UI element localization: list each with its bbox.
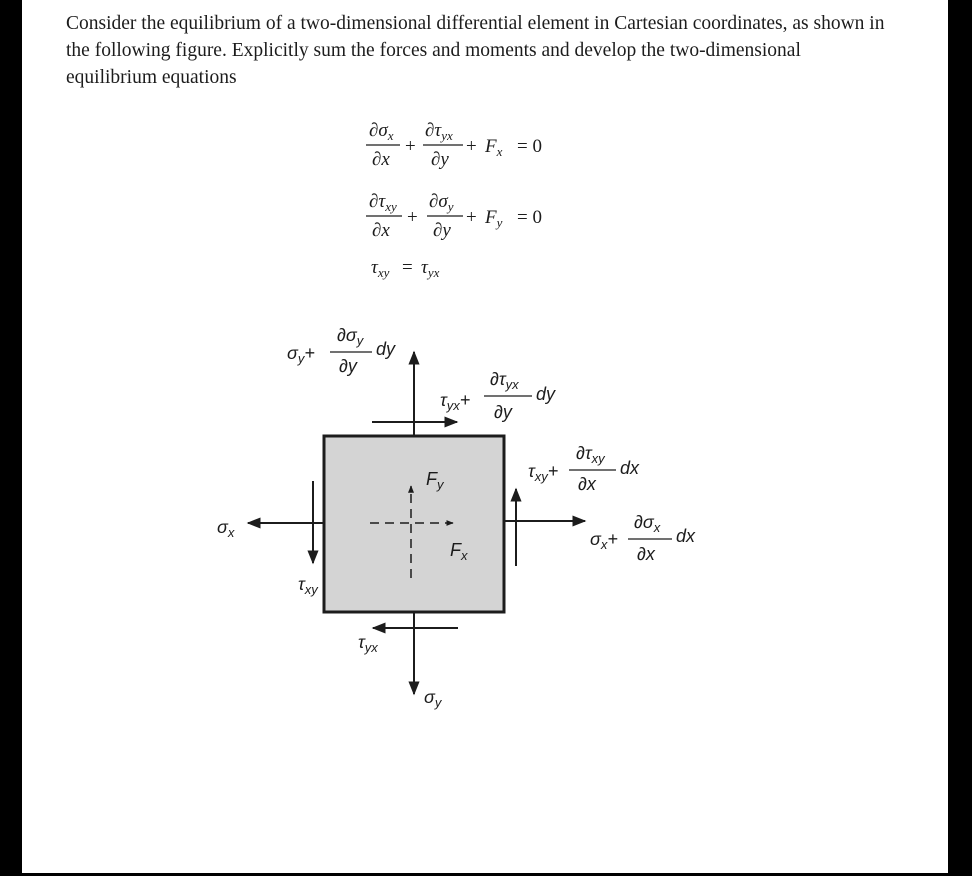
label-dtau-yx-den: ∂y: [494, 402, 512, 422]
eq2-num1: $\partial\tau_{xy}$: [369, 191, 397, 214]
label-dtau-yx: $\partial\tau_{yx}$: [490, 369, 519, 392]
label-sigma-y-plus: $\sigma_y+$: [287, 343, 315, 366]
eq1-force: $F_x$: [485, 136, 503, 159]
label-tau-yx-plus: $\tau_{yx}+$: [440, 390, 471, 413]
label-dsigma-x-dx: dx: [676, 526, 696, 546]
label-dsigma-y: $\partial\sigma_y$: [337, 325, 364, 348]
equation-y-equilibrium: [366, 191, 542, 241]
label-dsigma-y-den: ∂y: [339, 356, 357, 376]
label-Fx: $F_x$: [450, 540, 468, 563]
label-sigma-x: $\sigma_x$: [217, 517, 235, 540]
eq3-equals: =: [402, 257, 413, 278]
eq2-plus1: +: [407, 207, 418, 228]
eq1-den2: ∂y: [431, 149, 449, 170]
eq1-plus1: +: [405, 136, 416, 157]
equation-moment-symmetry: [371, 257, 440, 280]
question-text: Consider the equilibrium of a two-dimensional differential element in Cartesian coordinates, as shown in the following figure. Explicitly sum the forces and moments and develop the two-dimensional equilibrium equations: [66, 13, 885, 88]
label-dsigma-x-den: ∂x: [637, 544, 655, 564]
eq2-den1: ∂x: [372, 220, 390, 241]
eq3-lhs: $\tau_{xy}$: [371, 257, 390, 280]
label-tau-yx: $\tau_{yx}$: [358, 632, 378, 655]
equation-x-equilibrium: [366, 120, 542, 170]
eq1-rhs: = 0: [517, 136, 542, 157]
label-sigma-x-plus: $\sigma_x+$: [590, 529, 618, 552]
label-dtau-xy: $\partial\tau_{xy}$: [576, 443, 605, 466]
label-dtau-xy-dx: dx: [620, 458, 640, 478]
eq2-den2: ∂y: [433, 220, 451, 241]
label-Fy: $F_y$: [426, 469, 444, 492]
eq3-rhs: $\tau_{yx}$: [421, 257, 440, 280]
eq2-rhs: = 0: [517, 207, 542, 228]
eq1-num1: $\partial\sigma_x$: [369, 120, 394, 143]
eq2-force: $F_y$: [485, 207, 503, 230]
label-dsigma-y-dy: dy: [376, 339, 396, 359]
label-dsigma-x: $\partial\sigma_x$: [634, 512, 661, 535]
label-dtau-xy-den: ∂x: [578, 474, 596, 494]
eq2-plus2: +: [466, 207, 477, 228]
eq1-num2: $\partial\tau_{yx}$: [425, 120, 453, 143]
differential-element: [324, 436, 504, 612]
label-tau-xy: $\tau_{xy}$: [298, 574, 318, 597]
label-dtau-yx-dy: dy: [536, 384, 556, 404]
eq1-den1: ∂x: [372, 149, 390, 170]
label-sigma-y: $\sigma_y$: [424, 687, 442, 710]
eq1-plus2: +: [466, 136, 477, 157]
label-tau-xy-plus: $\tau_{xy}+$: [528, 461, 559, 484]
eq2-num2: $\partial\sigma_y$: [429, 191, 454, 214]
element-figure: [217, 325, 696, 710]
